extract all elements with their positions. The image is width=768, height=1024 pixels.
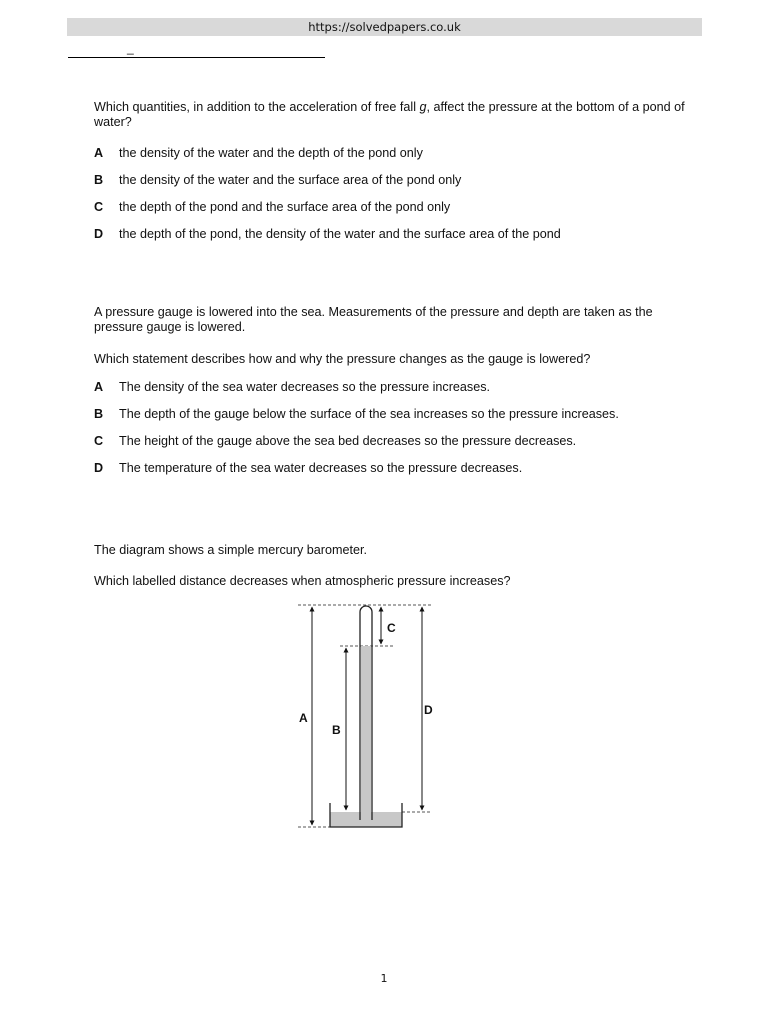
option-letter: B: [94, 407, 104, 421]
q2-option-a: [94, 380, 694, 395]
option-letter: C: [94, 434, 104, 448]
mercury-column: [361, 646, 371, 820]
barometer-diagram: [290, 598, 440, 838]
option-text: the density of the water and the surface area of the pond only: [119, 173, 462, 187]
option-letter: D: [94, 227, 104, 241]
option-text: The temperature of the sea water decreases so the pressure decreases.: [119, 461, 523, 475]
q1-option-c: [94, 200, 694, 215]
option-letter: A: [94, 146, 104, 160]
option-text: the depth of the pond and the surface area of the pond only: [119, 200, 451, 214]
q1-stem-pre: Which quantities, in addition to the acceleration of free fall: [94, 100, 420, 114]
page-number: 1: [380, 972, 388, 985]
option-text: The depth of the gauge below the surface of the sea increases so the pressure increases.: [119, 407, 619, 421]
option-letter: A: [94, 380, 104, 394]
label-d: D: [424, 703, 433, 717]
q1-option-a: [94, 146, 694, 161]
q2-stem: A pressure gauge is lowered into the sea. Measurements of the pressure and depth are taken as the pressure gauge is lowered.: [94, 305, 653, 334]
q1-stem-post: , affect the pressure at the bottom of a pond of water?: [94, 100, 685, 129]
option-text: The density of the sea water decreases so the pressure increases.: [119, 380, 491, 394]
q2-option-b: [94, 407, 694, 422]
label-b: B: [332, 723, 341, 737]
option-letter: D: [94, 461, 104, 475]
header-underscore: _: [127, 41, 134, 55]
option-text: the density of the water and the depth of the pond only: [119, 146, 423, 160]
q3-stem: The diagram shows a simple mercury barometer.: [94, 543, 367, 557]
label-c: C: [387, 621, 396, 635]
q2-option-c: [94, 434, 694, 449]
option-letter: C: [94, 200, 104, 214]
q1-option-d: [94, 227, 694, 242]
g-symbol: g: [419, 100, 427, 114]
q1-option-b: [94, 173, 694, 188]
option-letter: B: [94, 173, 104, 187]
label-a: A: [299, 711, 308, 725]
option-text: the depth of the pond, the density of the water and the surface area of the pond: [119, 227, 561, 241]
q2-question: Which statement describes how and why the pressure changes as the gauge is lowered?: [94, 352, 591, 366]
q2-option-d: [94, 461, 694, 476]
source-url-header: [67, 18, 702, 36]
source-url: https://solvedpapers.co.uk: [308, 20, 461, 34]
q3-question: Which labelled distance decreases when atmospheric pressure increases?: [94, 574, 511, 588]
header-rule: [68, 57, 325, 58]
option-text: The height of the gauge above the sea bed decreases so the pressure decreases.: [119, 434, 577, 448]
q1-stem: [94, 100, 694, 129]
